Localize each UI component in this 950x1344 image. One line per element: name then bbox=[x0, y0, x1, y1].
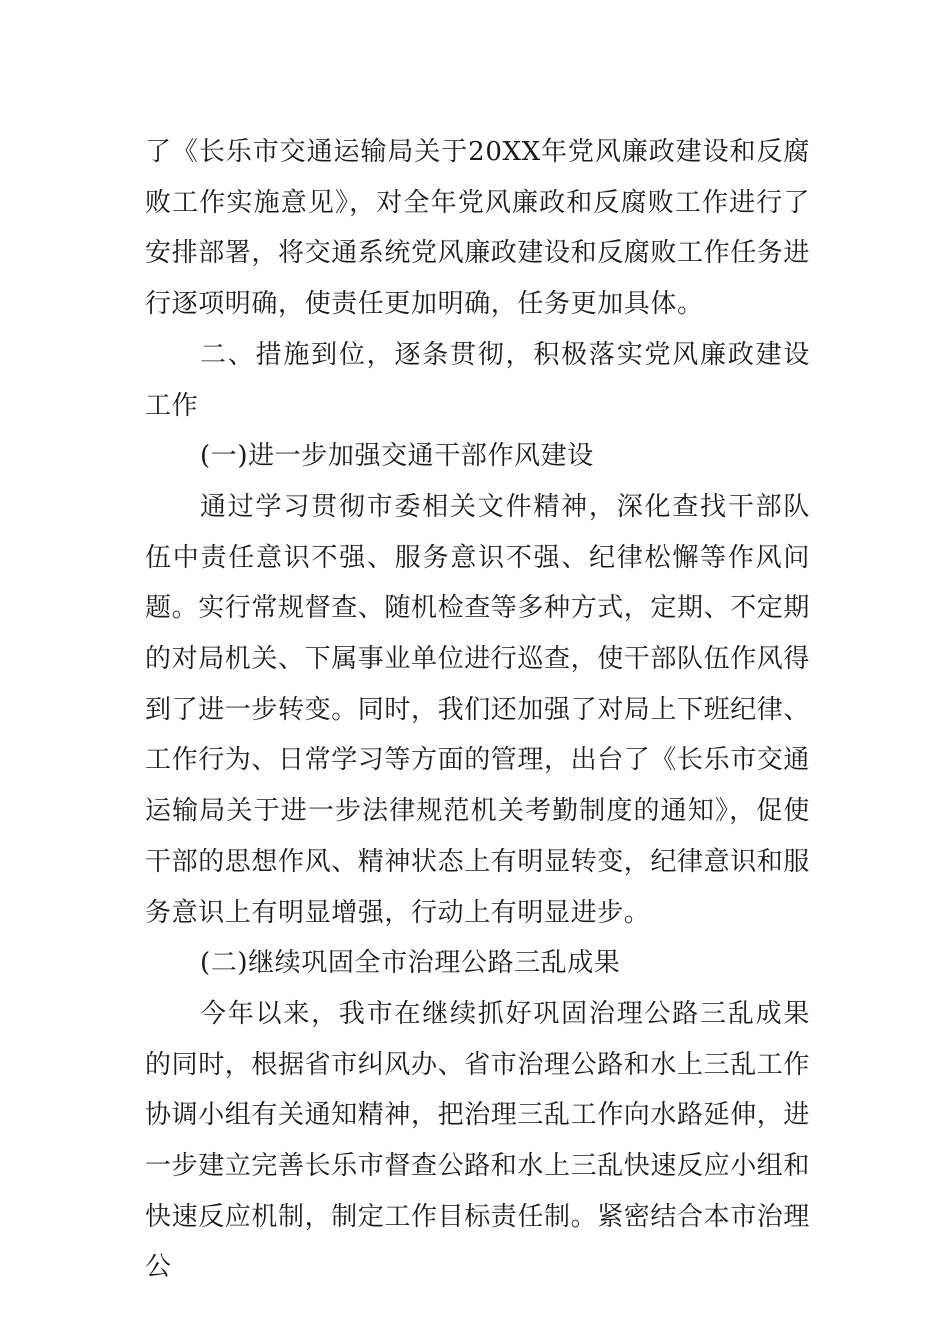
document-page bbox=[145, 127, 810, 1293]
subsection-heading-one: (一)进一步加强交通干部作风建设 bbox=[200, 441, 594, 472]
paragraph-intro-continuation: 了《长乐市交通运输局关于20XX年党风廉政建设和反腐败工作实施意见》，对全年党风廉政和反腐败工作进行了安排部署，将交通系统党风廉政建设和反腐败工作任务进行逐项明确，使责任更加明确，任务更加具体。 bbox=[145, 137, 811, 320]
section-heading-two: 二、措施到位，逐条贯彻，积极落实党风廉政建设工作 bbox=[145, 339, 810, 421]
paragraph-road-governance: 今年以来，我市在继续抓好巩固治理公路三乱成果的同时，根据省市纠风办、省市治理公路和水上三乱工作协调小组有关通知精神，把治理三乱工作向水路延伸，进一步建立完善长乐市督查公路和水上三乱快速反应小组和快速反应机制，制定工作目标责任制。紧密结合本市治理公 bbox=[145, 998, 811, 1283]
paragraph-work-style: 通过学习贯彻市委相关文件精神，深化查找干部队伍中责任意识不强、服务意识不强、纪律松懈等作风问题。实行常规督查、随机检查等多种方式，定期、不定期的对局机关、下属事业单位进行巡查，使干部队伍作风得到了进一步转变。同时，我们还加强了对局上下班纪律、工作行为、日常学习等方面的管理，出台了《长乐市交通运输局关于进一步法律规范机关考勤制度的通知》，促使干部的思想作风、精神状态上有明显转变，纪律意识和服务意识上有明显增强，行动上有明显进步。 bbox=[145, 491, 811, 928]
subsection-heading-two: (二)继续巩固全市治理公路三乱成果 bbox=[200, 948, 621, 979]
